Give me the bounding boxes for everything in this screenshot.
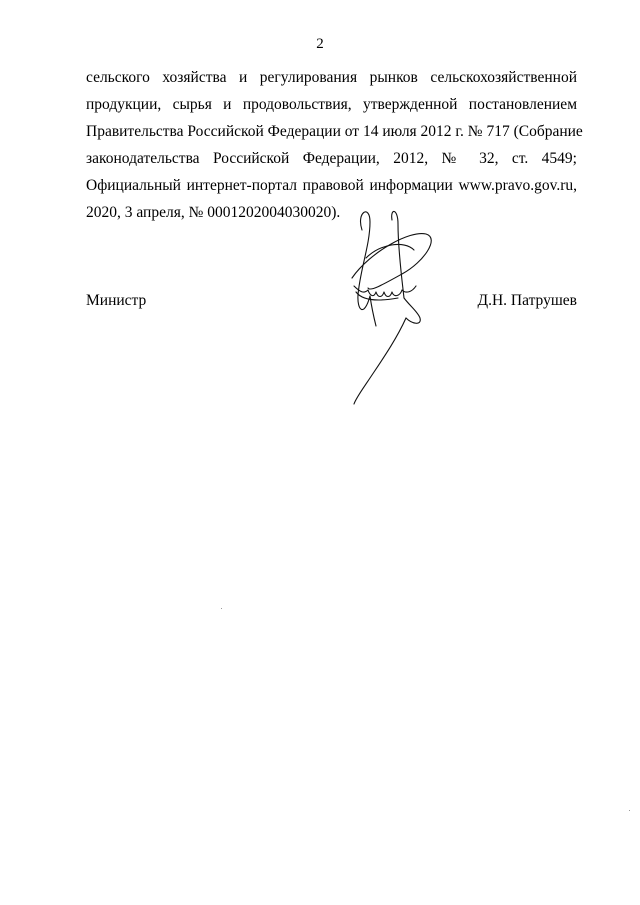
body-line: продукции, сырья и продовольствия, утвержденной постановлением: [86, 96, 577, 113]
scan-artifact: [629, 810, 630, 811]
body-paragraph: [86, 64, 583, 226]
signature-block: [86, 292, 577, 316]
signer-name: Д.Н. Патрушев: [477, 292, 577, 309]
signer-position: Министр: [86, 292, 147, 309]
handwritten-signature: [340, 200, 440, 405]
body-line: 2020, 3 апреля, № 0001202004030020).: [86, 204, 341, 221]
body-line: законодательства Российской Федерации, 2012, № 32, ст. 4549;: [86, 150, 577, 167]
body-line: сельского хозяйства и регулирования рынков сельскохозяйственной: [86, 69, 577, 86]
body-line: Правительства Российской Федерации от 14 июля 2012 г. № 717 (Собрание: [86, 123, 583, 140]
page-number: 2: [316, 36, 324, 52]
body-line: Официальный интернет-портал правовой информации www.pravo.gov.ru,: [86, 177, 577, 194]
scan-artifact: [221, 608, 222, 609]
